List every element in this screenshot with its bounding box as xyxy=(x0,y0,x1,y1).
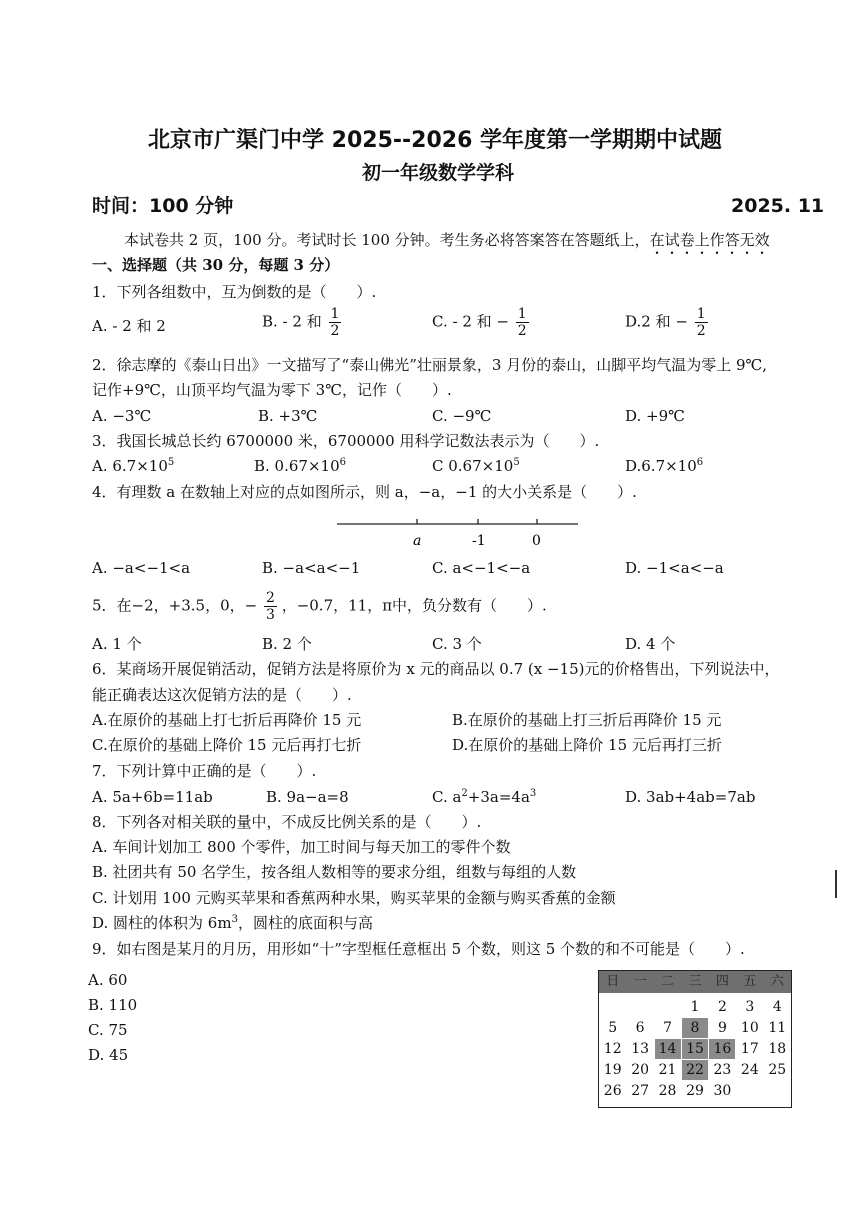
calendar-weekday: 四 xyxy=(715,974,729,989)
calendar-day: 1 xyxy=(690,999,700,1015)
q6-stem-line1: 6．某商场开展促销活动，促销方法是将原价为 x 元的商品以 0.7 (x −15)元的价格售出，下列说法中， xyxy=(92,660,780,678)
calendar-weekday: 日 xyxy=(606,974,620,989)
q2-option-d: D. +9℃ xyxy=(625,407,685,425)
q4-option-d: D. −1<a<−a xyxy=(625,559,724,577)
number-line xyxy=(335,515,580,555)
axis-label-zero: 0 xyxy=(532,533,541,549)
q2-stem-line1: 2．徐志摩的《泰山日出》一文描写了“泰山佛光”壮丽景象，3 月份的泰山，山脚平均气温为零上 9℃, xyxy=(92,356,768,374)
calendar xyxy=(598,970,792,1108)
q6-option-d: D.在原价的基础上降价 15 元后再打三折 xyxy=(452,736,722,754)
q2-option-c: C. −9℃ xyxy=(432,407,492,425)
q7-c-mid: +3a=4a xyxy=(467,788,530,806)
q6-option-a: A.在原价的基础上打七折后再降价 15 元 xyxy=(92,711,362,729)
q1-stem: 1．下列各组数中，互为倒数的是（ ）. xyxy=(92,283,377,301)
q6-option-c: C.在原价的基础上降价 15 元后再打七折 xyxy=(92,736,362,754)
calendar-day: 27 xyxy=(631,1083,650,1099)
q4-option-a: A. −a<−1<a xyxy=(92,559,191,577)
q7-option-b: B. 9a−a=8 xyxy=(266,788,349,806)
numerator: 1 xyxy=(696,306,706,322)
calendar-weekday: 六 xyxy=(770,974,784,989)
q5-option-d: D. 4 个 xyxy=(625,635,676,653)
calendar-day: 10 xyxy=(740,1020,759,1036)
q3-c-exp: 5 xyxy=(513,457,520,468)
q3-a-exp: 5 xyxy=(167,457,175,468)
q1-c-text: C. - 2 和 − xyxy=(432,312,509,331)
numerator: 2 xyxy=(265,590,275,606)
denominator: 2 xyxy=(517,323,527,339)
calendar-weekday: 一 xyxy=(633,974,647,989)
calendar-day: 17 xyxy=(740,1041,759,1057)
axis-label-a: a xyxy=(413,533,422,549)
q8-d-post: ，圆柱的底面积与高 xyxy=(237,914,373,932)
q6-stem-line2: 能正确表达这次促销方法的是（ ）. xyxy=(92,686,352,704)
exam-time: 时间：100 分钟 xyxy=(92,195,234,217)
calendar-day: 20 xyxy=(631,1062,650,1078)
exam-notice xyxy=(124,230,770,258)
q1-d-text: D.2 和 − xyxy=(625,312,688,331)
q1-option-b xyxy=(262,306,341,339)
calendar-day: 11 xyxy=(768,1020,787,1036)
q5-option-b: B. 2 个 xyxy=(262,635,312,653)
calendar-weekday: 二 xyxy=(661,974,675,989)
q9-stem: 9．如右图是某月的月历，用形如“十”字型框任意框出 5 个数，则这 5 个数的和不可能是（ ）. xyxy=(92,940,745,958)
exam-title: 北京市广渠门中学 2025--2026 学年度第一学期期中试题 xyxy=(148,128,723,153)
q4-option-b: B. −a<a<−1 xyxy=(262,559,361,577)
q3-d-exp: 6 xyxy=(696,457,704,468)
q5-stem xyxy=(92,590,547,623)
denominator: 3 xyxy=(265,607,275,623)
calendar-day: 14 xyxy=(655,1039,681,1059)
q1-option-d xyxy=(625,306,708,339)
q3-c-base: C 0.67×10 xyxy=(432,457,514,475)
q7-option-d: D. 3ab+4ab=7ab xyxy=(625,788,756,806)
calendar-day: 3 xyxy=(745,999,755,1015)
calendar-header xyxy=(599,971,791,993)
q5-option-a: A. 1 个 xyxy=(92,635,142,653)
calendar-weekday: 三 xyxy=(688,974,702,989)
q3-b-base: B. 0.67×10 xyxy=(254,457,340,475)
q3-option-b xyxy=(254,456,346,476)
calendar-day: 13 xyxy=(631,1041,650,1057)
q9-option-c: C. 75 xyxy=(88,1021,128,1039)
q7-option-a: A. 5a+6b=11ab xyxy=(92,788,213,806)
denominator: 2 xyxy=(330,323,340,339)
q8-option-c: C. 计划用 100 元购买苹果和香蕉两种水果，购买苹果的金额与购买香蕉的金额 xyxy=(92,889,616,907)
q3-option-c xyxy=(432,456,520,476)
q7-c-exp1: 2 xyxy=(461,788,468,799)
q8-d-pre: D. 圆柱的体积为 6m xyxy=(92,914,232,932)
q3-option-a xyxy=(92,456,174,476)
q1-b-fraction xyxy=(329,306,342,339)
number-line-graphic xyxy=(335,515,580,555)
calendar-day: 4 xyxy=(772,999,782,1015)
q8-stem: 8．下列各对相关联的量中，不成反比例关系的是（ ）. xyxy=(92,813,482,831)
q1-option-c xyxy=(432,306,529,339)
q8-d-exp: 3 xyxy=(231,914,238,925)
q5-option-c: C. 3 个 xyxy=(432,635,482,653)
q2-stem-line2: 记作+9℃，山顶平均气温为零下 3℃，记作（ ）. xyxy=(92,381,452,399)
q3-b-exp: 6 xyxy=(339,457,346,468)
q5-fraction xyxy=(264,590,277,623)
q8-option-a: A. 车间计划加工 800 个零件，加工时间与每天加工的零件个数 xyxy=(92,838,511,856)
calendar-day: 28 xyxy=(658,1083,677,1099)
q1-d-fraction xyxy=(695,306,708,339)
margin-mark xyxy=(835,870,837,898)
q1-b-text: B. - 2 和 xyxy=(262,312,322,331)
q1-c-fraction xyxy=(516,306,529,339)
q4-stem: 4．有理数 a 在数轴上对应的点如图所示，则 a，−a，−1 的大小关系是（ ）. xyxy=(92,483,637,501)
q3-d-base: D.6.7×10 xyxy=(625,457,697,475)
calendar-day: 18 xyxy=(768,1041,787,1057)
calendar-weekday: 五 xyxy=(743,974,757,989)
exam-date: 2025. 11 xyxy=(731,195,825,217)
calendar-day: 9 xyxy=(717,1020,727,1036)
calendar-day: 6 xyxy=(635,1020,645,1036)
calendar-day: 26 xyxy=(603,1083,622,1099)
numerator: 1 xyxy=(330,306,340,322)
section-title: 一、选择题（共 30 分，每题 3 分） xyxy=(92,256,340,274)
calendar-day: 16 xyxy=(709,1039,735,1059)
calendar-day: 30 xyxy=(713,1083,732,1099)
calendar-day: 5 xyxy=(608,1020,618,1036)
notice-main: 本试卷共 2 页，100 分。考试时长 100 分钟。考生务必将答案答在答题纸上， xyxy=(124,231,650,249)
calendar-day: 23 xyxy=(713,1062,732,1078)
q7-option-c xyxy=(432,787,536,807)
calendar-day: 15 xyxy=(682,1039,708,1059)
q3-stem: 3．我国长城总长约 6700000 米，6700000 用科学记数法表示为（ ）. xyxy=(92,432,600,450)
exam-subtitle: 初一年级数学学科 xyxy=(362,162,515,184)
calendar-day: 8 xyxy=(682,1018,708,1038)
calendar-day: 25 xyxy=(768,1062,787,1078)
denominator: 2 xyxy=(696,323,706,339)
q8-option-b: B. 社团共有 50 名学生，按各组人数相等的要求分组，组数与每组的人数 xyxy=(92,863,577,881)
calendar-day: 19 xyxy=(603,1062,622,1078)
q2-option-a: A. −3℃ xyxy=(92,407,152,425)
calendar-day: 24 xyxy=(740,1062,759,1078)
notice-emphasis: 在试卷上作答无效 xyxy=(649,231,770,249)
q7-c-exp2: 3 xyxy=(529,788,537,799)
axis-label-neg1: -1 xyxy=(472,533,486,549)
q9-option-d: D. 45 xyxy=(88,1046,129,1064)
q1-option-a: A. - 2 和 2 xyxy=(92,317,166,335)
q3-a-base: A. 6.7×10 xyxy=(92,457,168,475)
q7-c-pre: C. a xyxy=(432,788,462,806)
calendar-day: 7 xyxy=(663,1020,673,1036)
q9-option-b: B. 110 xyxy=(88,996,138,1014)
q2-option-b: B. +3℃ xyxy=(258,407,318,425)
q6-option-b: B.在原价的基础上打三折后再降价 15 元 xyxy=(452,711,722,729)
q5-stem-post: ，−0.7，11，π中，负分数有（ ）. xyxy=(281,596,547,615)
calendar-day: 21 xyxy=(658,1062,677,1078)
calendar-day: 2 xyxy=(717,999,727,1015)
calendar-day: 12 xyxy=(603,1041,622,1057)
q8-option-d xyxy=(92,913,373,933)
numerator: 1 xyxy=(517,306,527,322)
q5-stem-pre: 5．在−2，+3.5，0，− xyxy=(92,596,258,615)
q3-option-d xyxy=(625,456,703,476)
q4-option-c: C. a<−1<−a xyxy=(432,559,531,577)
calendar-day: 29 xyxy=(686,1083,704,1099)
q9-option-a: A. 60 xyxy=(88,971,128,989)
q7-stem: 7．下列计算中正确的是（ ）. xyxy=(92,762,317,780)
calendar-day: 22 xyxy=(682,1060,708,1080)
